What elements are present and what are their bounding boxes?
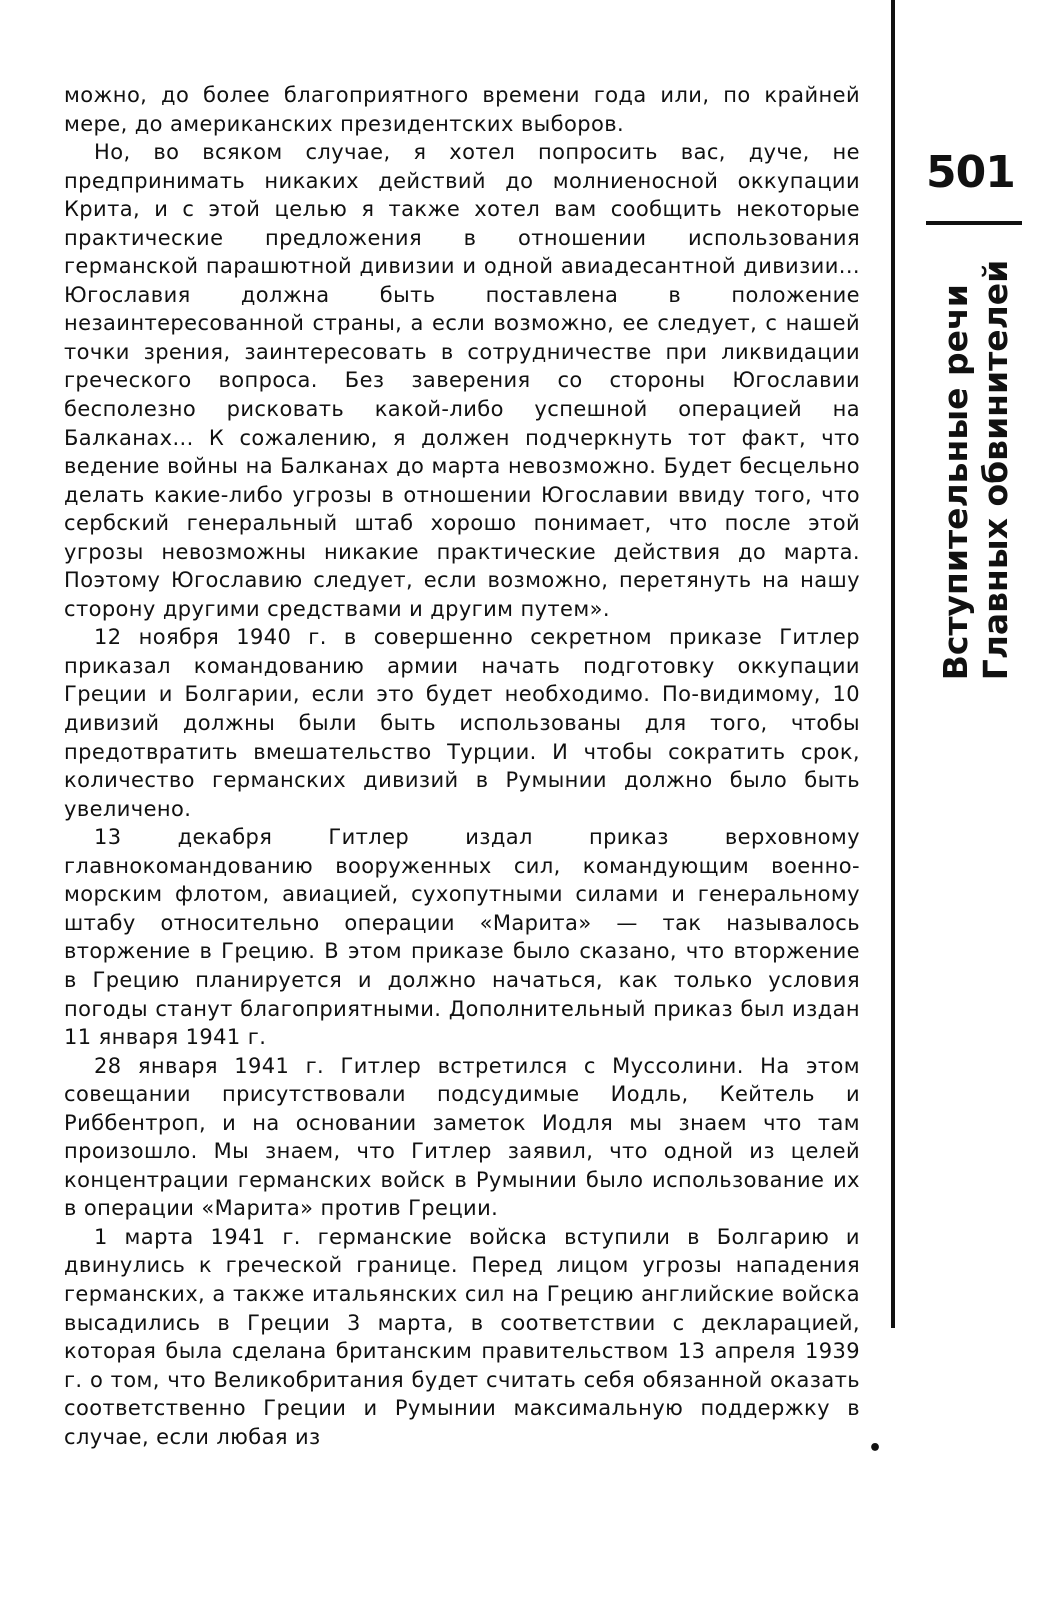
- margin-mark: •: [868, 1436, 883, 1461]
- paragraph-6: 1 марта 1941 г. германские войска вступили в Болгарию и двинулись к греческой границе. Перед лицом угрозы нападения германских, а также итальянских сил на Грецию английские войска высадились в Греции 3 марта, в соответствии с декларацией, которая была сделана британским правительством 13 апреля 1939 г. о том, что Великобритания будет считать себя обязанной оказать соответственно Греции и Румынии максимальную поддержку в случае, если любая из: [64, 1224, 860, 1449]
- running-head-line-1: Вступительные речи: [936, 284, 975, 681]
- vertical-divider: [891, 0, 895, 1328]
- running-head-line-2: Главных обвинителей: [976, 259, 1015, 681]
- running-head: [928, 240, 1024, 700]
- body-text: [64, 81, 860, 1451]
- running-head-text: [936, 260, 1016, 681]
- paragraph-4: 13 декабря Гитлер издал приказ верховному главнокомандованию вооруженных сил, командующим военно-морским флотом, авиацией, сухопутными силами и генеральному штабу относительно операции «Марита» — так называлось вторжение в Грецию. В этом приказе было сказано, что вторжение в Грецию планируется и должно начаться, как только условия погоды станут благоприятными. Дополнительный приказ был издан 11 января 1941 г.: [64, 825, 860, 1050]
- page-number-underline: [926, 221, 1022, 225]
- paragraph-5: 28 января 1941 г. Гитлер встретился с Муссолини. На этом совещании присутствовали подсудимые Иодль, Кейтель и Риббентроп, и на основании заметок Иодля мы знаем что там произошло. Мы знаем, что Гитлер заявил, что одной из целей концентрации германских войск в Румынии было использование их в операции «Марита» против Греции.: [64, 1053, 860, 1221]
- paragraph-3: 12 ноября 1940 г. в совершенно секретном приказе Гитлер приказал командованию армии начать подготовку оккупации Греции и Болгарии, если это будет необходимо. По-видимому, 10 дивизий должны были быть использованы для того, чтобы предотвратить вмешательство Турции. И чтобы сократить срок, количество германских дивизий в Румынии должно было быть увеличено.: [64, 625, 860, 821]
- paragraph-1: можно, до более благоприятного времени года или, по крайней мере, до американских президентских выборов.: [64, 83, 860, 136]
- paragraph-2: Но, во всяком случае, я хотел попросить вас, дуче, не предпринимать никаких действий до молниеносной оккупации Крита, и с этой целью я также хотел вам сообщить некоторые практические предложения в отношении использования германской парашютной дивизии и одной авиадесантной дивизии... Югославия должна быть поставлена в положение незаинтересованной страны, а если возможно, ее следует, с нашей точки зрения, заинтересовать в сотрудничестве при ликвидации греческого вопроса. Без заверения со стороны Югославии бесполезно рисковать какой-либо успешной операцией на Балканах... К сожалению, я должен подчеркнуть тот факт, что ведение войны на Балканах до марта невозможно. Будет бесцельно делать какие-либо угрозы в отношении Югославии ввиду того, что сербский генеральный штаб хорошо понимает, что после этой угрозы невозможны никакие практические действия до марта. Поэтому Югославию следует, если возможно, перетянуть на нашу сторону другими средствами и другим путем».: [64, 140, 860, 621]
- page-number: 501: [926, 147, 1015, 198]
